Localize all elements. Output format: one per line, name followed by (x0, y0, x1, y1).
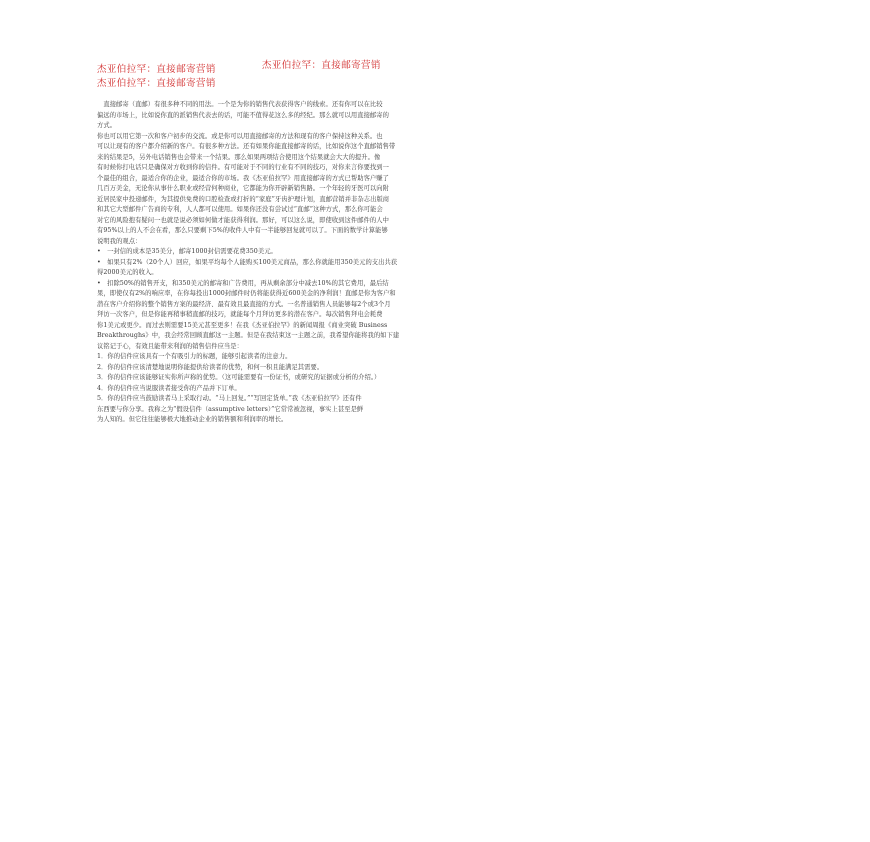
body-line: 有时候你打电话只是确保对方收到你的信件。有可能对于不同的行业有不同的技巧，对你来言你要找到一 (97, 164, 389, 171)
body-line: 来的结果是5，另外电话销售也会带来一个结果。那么如果两项结合使用这个结果就会大大的提升。像 (97, 153, 381, 161)
body-line: 偏远的市场上，比如说你直的派销售代表去的话，可能不值得花这么多的经纪。那么就可以用直接邮寄的 (97, 111, 389, 119)
body-line: 方式。 (97, 122, 117, 129)
body-line: 果，即使仅有2%的响应率，在你每投出1000封邮件时仍将能获得近600美金的净利润！直邮是你为客户和 (97, 290, 396, 297)
body-line: 东西要与你分享。我称之为“假设信件（assumptive letters）”它常常被忽视，事实上甚至是鲜 (97, 405, 364, 413)
body-line: Breakthroughs》中，我会经常回顾直邮这一主题。但是在我结束这一主题之前，我希望你能将我的如下建 (97, 332, 400, 339)
body-line: 你也可以用它第一次和客户初步的交流。或是你可以用直接邮寄的方法和现有的客户保持这种关系。也 (97, 132, 383, 140)
body-line: • 扣除50%的销售开支，和350美元的邮寄和广告费用，再从剩余部分中减去10%的其它费用，最后结 (97, 279, 389, 287)
body-line: 可以让现有的客户都介绍新的客户。有很多种方法。还有如果你能直接邮寄的话，比如说你这个直邮销售带 (97, 143, 396, 150)
body-line: 个最佳的组合，最适合你的企业，最适合你的市场。我《杰亚伯拉罕》用直接邮寄的方式已帮助客户赚了 (97, 174, 389, 182)
heading-second-left: 杰亚伯拉罕：直接邮寄营销 (97, 78, 216, 89)
body-line: 潜在客户介绍你的整个销售方案的最经济、最有效且最直接的方式。一名普通销售人员能够每2个或3个月 (97, 300, 391, 308)
body-line: 有95%以上的人不会在看，那么只要剩下5%的收件人中有一半能够回复就可以了。下面的数学计算能够 (97, 227, 388, 234)
body-line: 几百万美金，无论你从事什么职业或经营何种商业，它都能为你开辟新销售路。一个年轻的牙医可以向附 (97, 185, 389, 192)
body-line: 对它的风险抱有疑问一也就是说必须如何做才能获得利润。那好，可以这么说，即使收到这件邮件的人中 (97, 216, 389, 224)
body-line: 说明我的观点： (97, 237, 142, 245)
body-line: 4．你的信件应当说服读者接受你的产品并下订单。 (97, 384, 241, 392)
heading-top-left: 杰亚伯拉罕：直接邮寄营销 (97, 64, 216, 75)
body-line: 直接邮寄（直邮）有很多种不同的用法。一个是为你的销售代表获得客户的线索。还有你可以在比较 (97, 101, 383, 108)
body-line: 议铭记于心，有效且能带来利润的销售信件应当是： (97, 342, 243, 350)
body-line: 拜访一次客户，但是你能再稍事稍直邮的技巧，就能每个月拜访更多的潜在客户。每次销售拜电会耗费 (97, 311, 383, 318)
body-text (97, 100, 572, 426)
body-line: 为人知的。但它往往能够极大地推动企业的销售额和利润率的增长。 (97, 416, 288, 423)
body-line: • 一封信的成本是35美分，邮寄1000封信需要花费350美元。 (97, 248, 277, 255)
body-line: 和其它大型邮件广告商的专利，人人都可以使用。如果你还没有尝试过“直邮”这种方式，那么你可能会 (97, 206, 383, 213)
body-line: 3．你的信件应该能够证实你所声称的优势。（这可能需要有一份证书，或研究的证据或分析的介绍。） (97, 374, 381, 381)
body-line: 得2000美元的收入。 (97, 269, 158, 276)
body-line: 2．你的信件应该清楚地说明你能提供给读者的优势，和何一积且能满足其需要。 (97, 363, 324, 371)
body-line: 1．你的信件应该具有一个有吸引力的标题，能够引起读者的注意力。 (97, 353, 292, 360)
heading-top-right: 杰亚伯拉罕：直接邮寄营销 (262, 60, 381, 71)
body-line: • 如果只有2%（20个人）回应，如果平均每个人能购买100美元商品，那么你就能用350美元的支出共获 (97, 258, 398, 266)
body-line: 近居民家中投递邮件，为其提供免费的口腔检查或打折的“家庭”牙齿护理计划，直邮营销并非杂志出版商 (97, 195, 390, 203)
body-line: 5．你的信件应当鼓励读者马上采取行动。“马上回复。”“写回定货单。”我《杰亚伯拉罕》还有件 (97, 395, 362, 402)
body-line: 你1美元或更少。而过去则需要15美元甚至更多！在我《杰亚伯拉罕》的新闻周报《商业突破 Business (97, 321, 388, 329)
